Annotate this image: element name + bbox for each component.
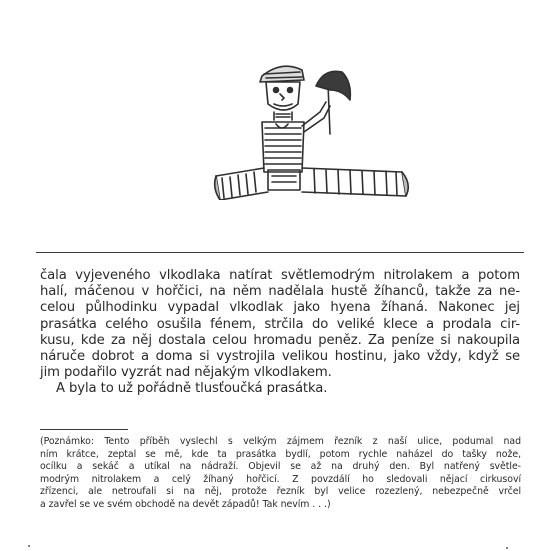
text-line: kusu, kde za něj dostala celou hromadu peněz. Za peníze si nakoupila [40,332,520,348]
text-line: jim podařilo vyzrát nad nějakým vlkodlakem. [40,365,332,381]
text-line: halí, máčenou v hořčici, na něm nadělala hustě žíhanců, takže za ne- [40,284,520,300]
text-line: A byla to už pořádně tlusťoučká prasátka. [56,381,328,397]
footnote-line: zřízenci, ale netroufali si na něj, protože řezník byl velice rozezlený, nebezpečně vrčel [40,486,521,498]
footnote-line: ocílku a sekáč a utíkal na nádraží. Objevil se až na druhý den. Byl natřený světle- [40,461,521,473]
print-speck [506,547,508,549]
footnote-line: modrým nitrolakem a celý žíhaný hořčicí. Z povzdálí ho sledovali nějací cirkusoví [40,473,521,485]
text-line: náruče dobrot a doma si vystrojila velikou hostinu, jako vždy, když se [40,348,520,364]
footnote-line: a zavřel se ve svém obchodě na devět západů! Tak nevím . . .) [40,498,331,510]
main-text [40,268,520,398]
top-separator-rule [36,252,524,253]
illustration-man-with-axe [212,60,410,200]
footnote-separator [40,429,128,430]
text-line: celou půlhodinku vypadal vlkodlak jako hyena žíhaná. Nakonec jej [40,300,520,316]
text-line: prasátka celého osušila fénem, strčila do veliké klece a prodala cir- [40,316,520,332]
text-line: čala vyjeveného vlkodlaka natírat světlemodrým nitrolakem a potom [40,268,520,283]
footnote-line: (Poznámko: Tento příběh vyslechl s velkým zájmem řezník z naší ulice, podumal nad [40,436,521,447]
footnote [40,436,521,512]
print-speck [28,545,30,547]
footnote-line: ním krátce, zeptal se mě, kde ta prasátka bydlí, potom rychle naházel do tašky nože, [40,448,521,460]
